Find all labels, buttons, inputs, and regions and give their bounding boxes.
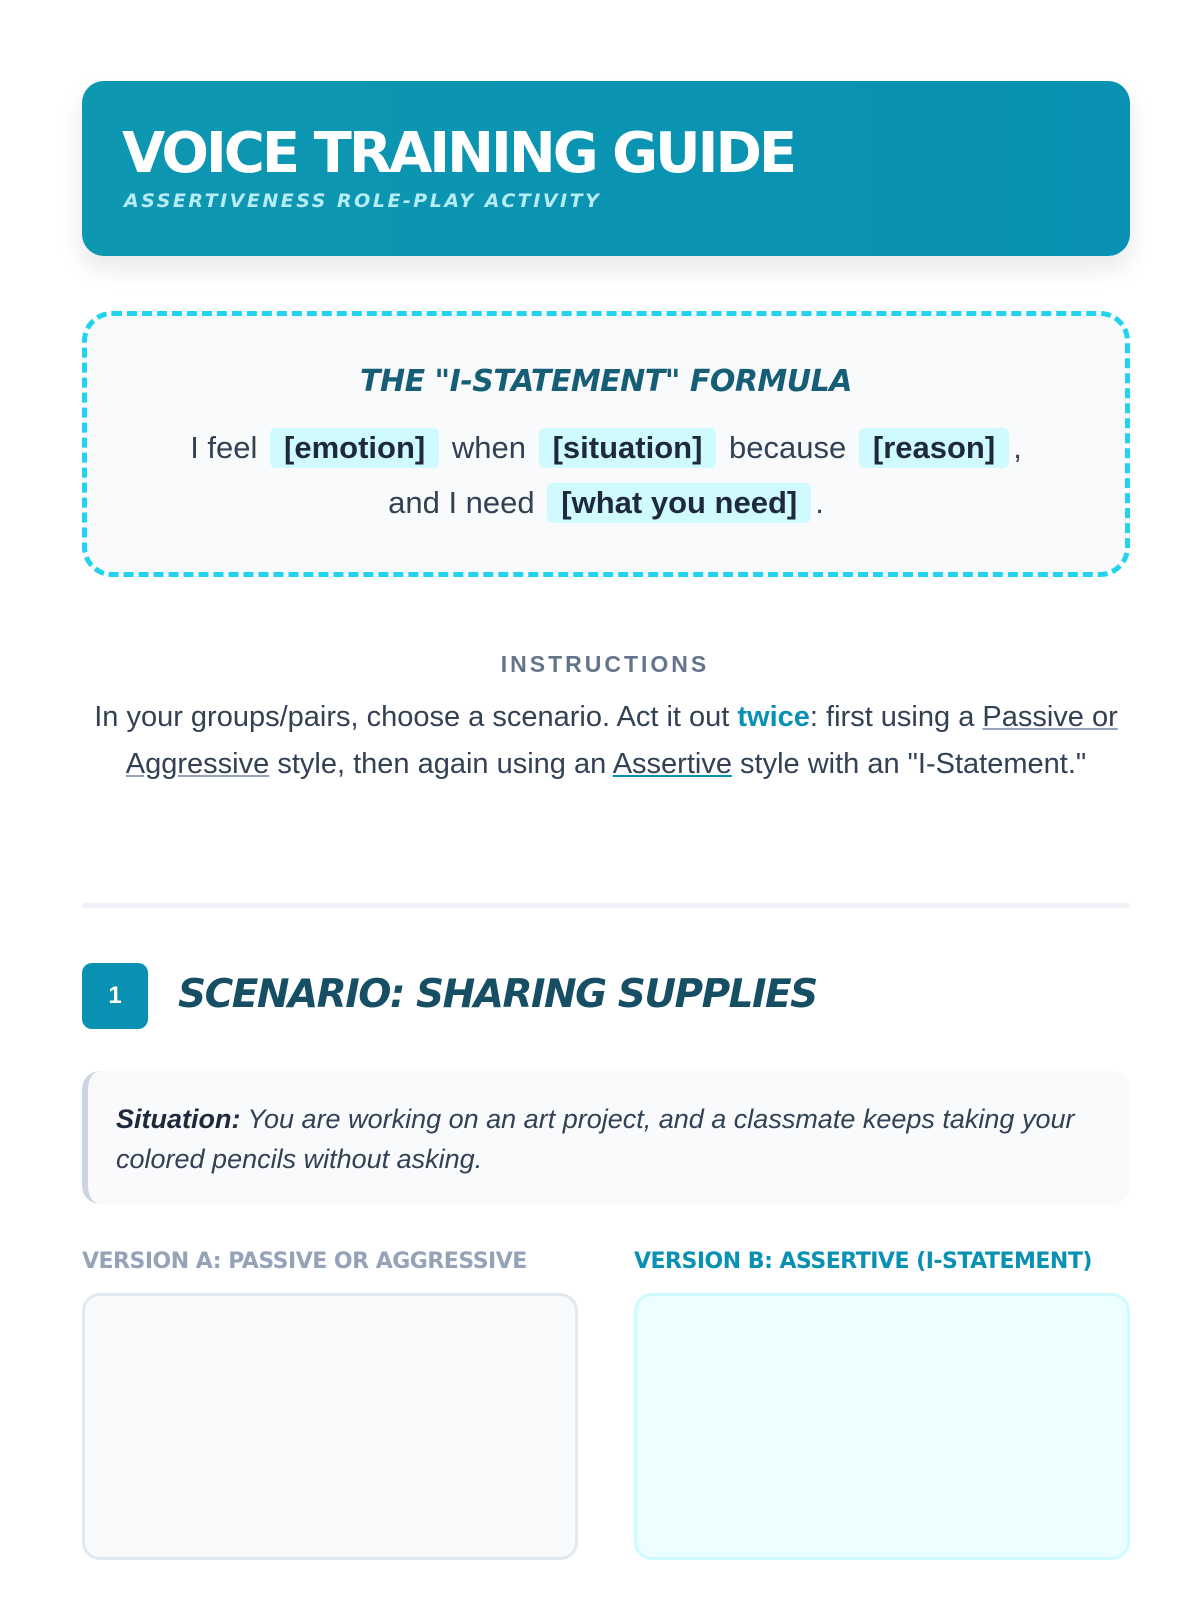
formula-placeholder-emotion: [emotion] bbox=[270, 428, 439, 468]
page-title: VOICE TRAINING GUIDE bbox=[122, 121, 795, 186]
situation-text: You are working on an art project, and a classmate keeps taking your colored pencils without asking. bbox=[116, 1104, 1075, 1174]
instructions-assertive: Assertive bbox=[612, 748, 732, 780]
section-divider bbox=[82, 903, 1130, 908]
version-a-answer-box[interactable] bbox=[82, 1293, 578, 1560]
formula-word: when bbox=[451, 430, 526, 465]
instructions-passive-aggressive: Passive or Aggressive bbox=[125, 701, 1118, 780]
instructions-emphasis-twice: twice bbox=[737, 701, 810, 733]
instructions-text bbox=[82, 694, 1130, 788]
formula-word: I feel bbox=[190, 430, 258, 465]
scenario-title: SCENARIO: SHARING SUPPLIES bbox=[178, 972, 817, 1017]
version-b-answer-box[interactable] bbox=[634, 1293, 1130, 1560]
page-header bbox=[82, 81, 1130, 256]
formula-placeholder-reason: [reason] bbox=[859, 428, 1009, 468]
formula-word: and I need bbox=[388, 485, 535, 520]
formula-line-1 bbox=[87, 428, 1125, 468]
formula-placeholder-need: [what you need] bbox=[547, 483, 811, 523]
situation-label: Situation: bbox=[116, 1104, 241, 1134]
formula-line-2 bbox=[87, 483, 1125, 523]
version-b-label: VERSION B: ASSERTIVE (I-STATEMENT) bbox=[634, 1249, 1092, 1274]
formula-word: because bbox=[729, 430, 847, 465]
instructions-label: INSTRUCTIONS bbox=[500, 651, 710, 677]
scenario-number-badge: 1 bbox=[82, 963, 148, 1029]
page-subtitle: ASSERTIVENESS ROLE-PLAY ACTIVITY bbox=[124, 190, 602, 212]
version-a-label: VERSION A: PASSIVE OR AGGRESSIVE bbox=[82, 1249, 527, 1274]
formula-comma: , bbox=[1013, 430, 1022, 465]
formula-title: THE "I-STATEMENT" FORMULA bbox=[360, 364, 852, 399]
formula-period: . bbox=[815, 485, 824, 520]
instructions-segment: In your groups/pairs, choose a scenario. Act it out bbox=[94, 701, 738, 733]
instructions-segment: style with an "I-Statement." bbox=[731, 748, 1087, 780]
instructions-segment: : first using a bbox=[809, 701, 983, 733]
instructions-segment: style, then again using an bbox=[269, 748, 613, 780]
formula-box bbox=[82, 311, 1130, 577]
formula-placeholder-situation: [situation] bbox=[539, 428, 717, 468]
situation-card bbox=[82, 1071, 1130, 1204]
